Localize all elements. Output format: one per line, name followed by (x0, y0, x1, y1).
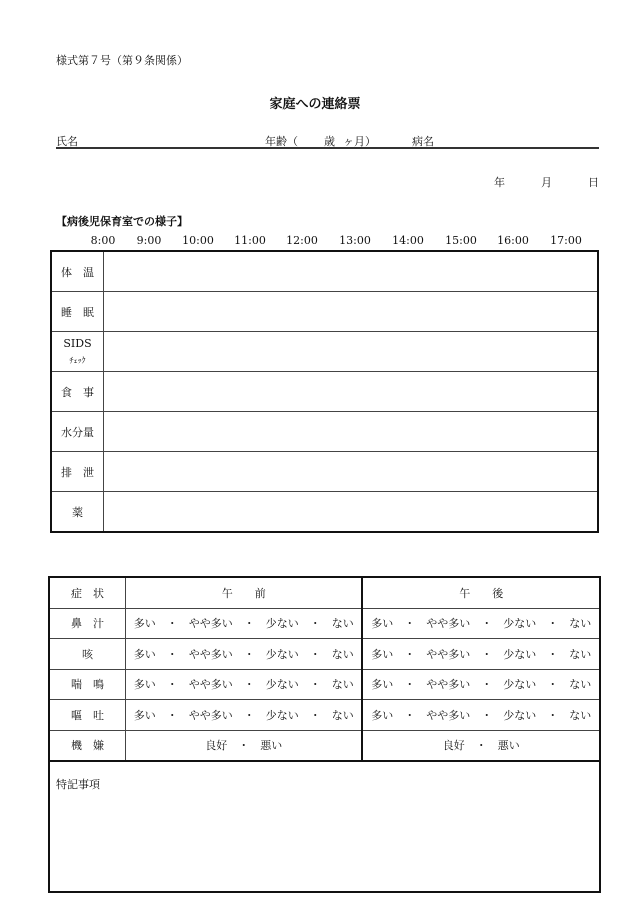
table-header-row (49, 577, 600, 608)
symptom-label-cough: 咳 (49, 639, 126, 670)
am-options[interactable]: 多い ・ やや多い ・ 少ない ・ ない (126, 639, 363, 670)
date-month-label: 月 (541, 176, 552, 189)
table-row (51, 332, 598, 372)
sids-label: SIDS (63, 337, 92, 350)
am-options[interactable]: 多い ・ やや多い ・ 少ない ・ ない (126, 608, 363, 639)
table-row (49, 700, 600, 731)
info-underline (56, 147, 599, 149)
patient-info-row (56, 133, 599, 147)
age-years-unit: 歳 (324, 135, 335, 148)
symptom-label-wheeze: 喘 鳴 (49, 669, 126, 700)
time-label: 13:00 (339, 234, 371, 247)
form-number: 様式第７号（第９条関係） (56, 54, 188, 67)
illness-label: 病名 (412, 135, 434, 148)
table-row (51, 492, 598, 533)
row-label-meal: 食 事 (51, 372, 104, 412)
time-label: 8:00 (90, 234, 116, 247)
fluid-entry-cell[interactable] (104, 412, 599, 452)
row-label-sleep: 睡 眠 (51, 292, 104, 332)
excretion-entry-cell[interactable] (104, 452, 599, 492)
symptoms-table (48, 576, 601, 893)
table-row (49, 730, 600, 761)
table-row (51, 292, 598, 332)
row-label-excretion: 排 泄 (51, 452, 104, 492)
sleep-entry-cell[interactable] (104, 292, 599, 332)
date-year-label: 年 (494, 176, 505, 189)
table-row (49, 669, 600, 700)
pm-header: 午 後 (362, 577, 600, 608)
special-notes-field[interactable] (49, 761, 600, 892)
table-row (49, 639, 600, 670)
name-label: 氏名 (56, 135, 78, 148)
date-day-label: 日 (588, 176, 599, 189)
temperature-entry-cell[interactable] (104, 251, 599, 292)
sids-check-label: ﾁｪｯｸ (69, 356, 86, 365)
table-row (51, 251, 598, 292)
table-row (49, 761, 600, 892)
age-label: 年齢（ (265, 135, 298, 148)
table-row (49, 608, 600, 639)
table-row (51, 372, 598, 412)
page-title: 家庭への連絡票 (269, 97, 361, 112)
time-label: 9:00 (136, 234, 162, 247)
symptom-label-nasal: 鼻 汁 (49, 608, 126, 639)
pm-options[interactable]: 多い ・ やや多い ・ 少ない ・ ない (362, 608, 600, 639)
am-header: 午 前 (126, 577, 363, 608)
am-options[interactable]: 多い ・ やや多い ・ 少ない ・ ない (126, 669, 363, 700)
symptom-header: 症 状 (49, 577, 126, 608)
time-label: 11:00 (234, 234, 266, 247)
row-label-fluid: 水分量 (51, 412, 104, 452)
table-row (51, 412, 598, 452)
symptom-label-vomit: 嘔 吐 (49, 700, 126, 731)
meal-entry-cell[interactable] (104, 372, 599, 412)
special-notes-label: 特記事項 (56, 778, 100, 791)
observation-table (50, 250, 599, 533)
pm-options[interactable]: 良好 ・ 悪い (362, 730, 600, 761)
table-row (51, 452, 598, 492)
time-label: 17:00 (550, 234, 582, 247)
symptom-label-mood: 機 嫌 (49, 730, 126, 761)
row-label-medicine: 薬 (51, 492, 104, 533)
row-label-sids (51, 332, 104, 372)
time-label: 14:00 (392, 234, 424, 247)
pm-options[interactable]: 多い ・ やや多い ・ 少ない ・ ない (362, 639, 600, 670)
pm-options[interactable]: 多い ・ やや多い ・ 少ない ・ ない (362, 700, 600, 731)
time-label: 10:00 (182, 234, 214, 247)
am-options[interactable]: 多い ・ やや多い ・ 少ない ・ ない (126, 700, 363, 731)
pm-options[interactable]: 多い ・ やや多い ・ 少ない ・ ない (362, 669, 600, 700)
sids-entry-cell[interactable] (104, 332, 599, 372)
observation-section-title: 【病後児保育室での様子】 (56, 215, 188, 228)
time-label: 16:00 (497, 234, 529, 247)
am-options[interactable]: 良好 ・ 悪い (126, 730, 363, 761)
medicine-entry-cell[interactable] (104, 492, 599, 533)
time-label: 15:00 (445, 234, 477, 247)
age-months-unit: ヶ月） (343, 135, 376, 148)
time-label: 12:00 (286, 234, 318, 247)
row-label-temperature: 体 温 (51, 251, 104, 292)
